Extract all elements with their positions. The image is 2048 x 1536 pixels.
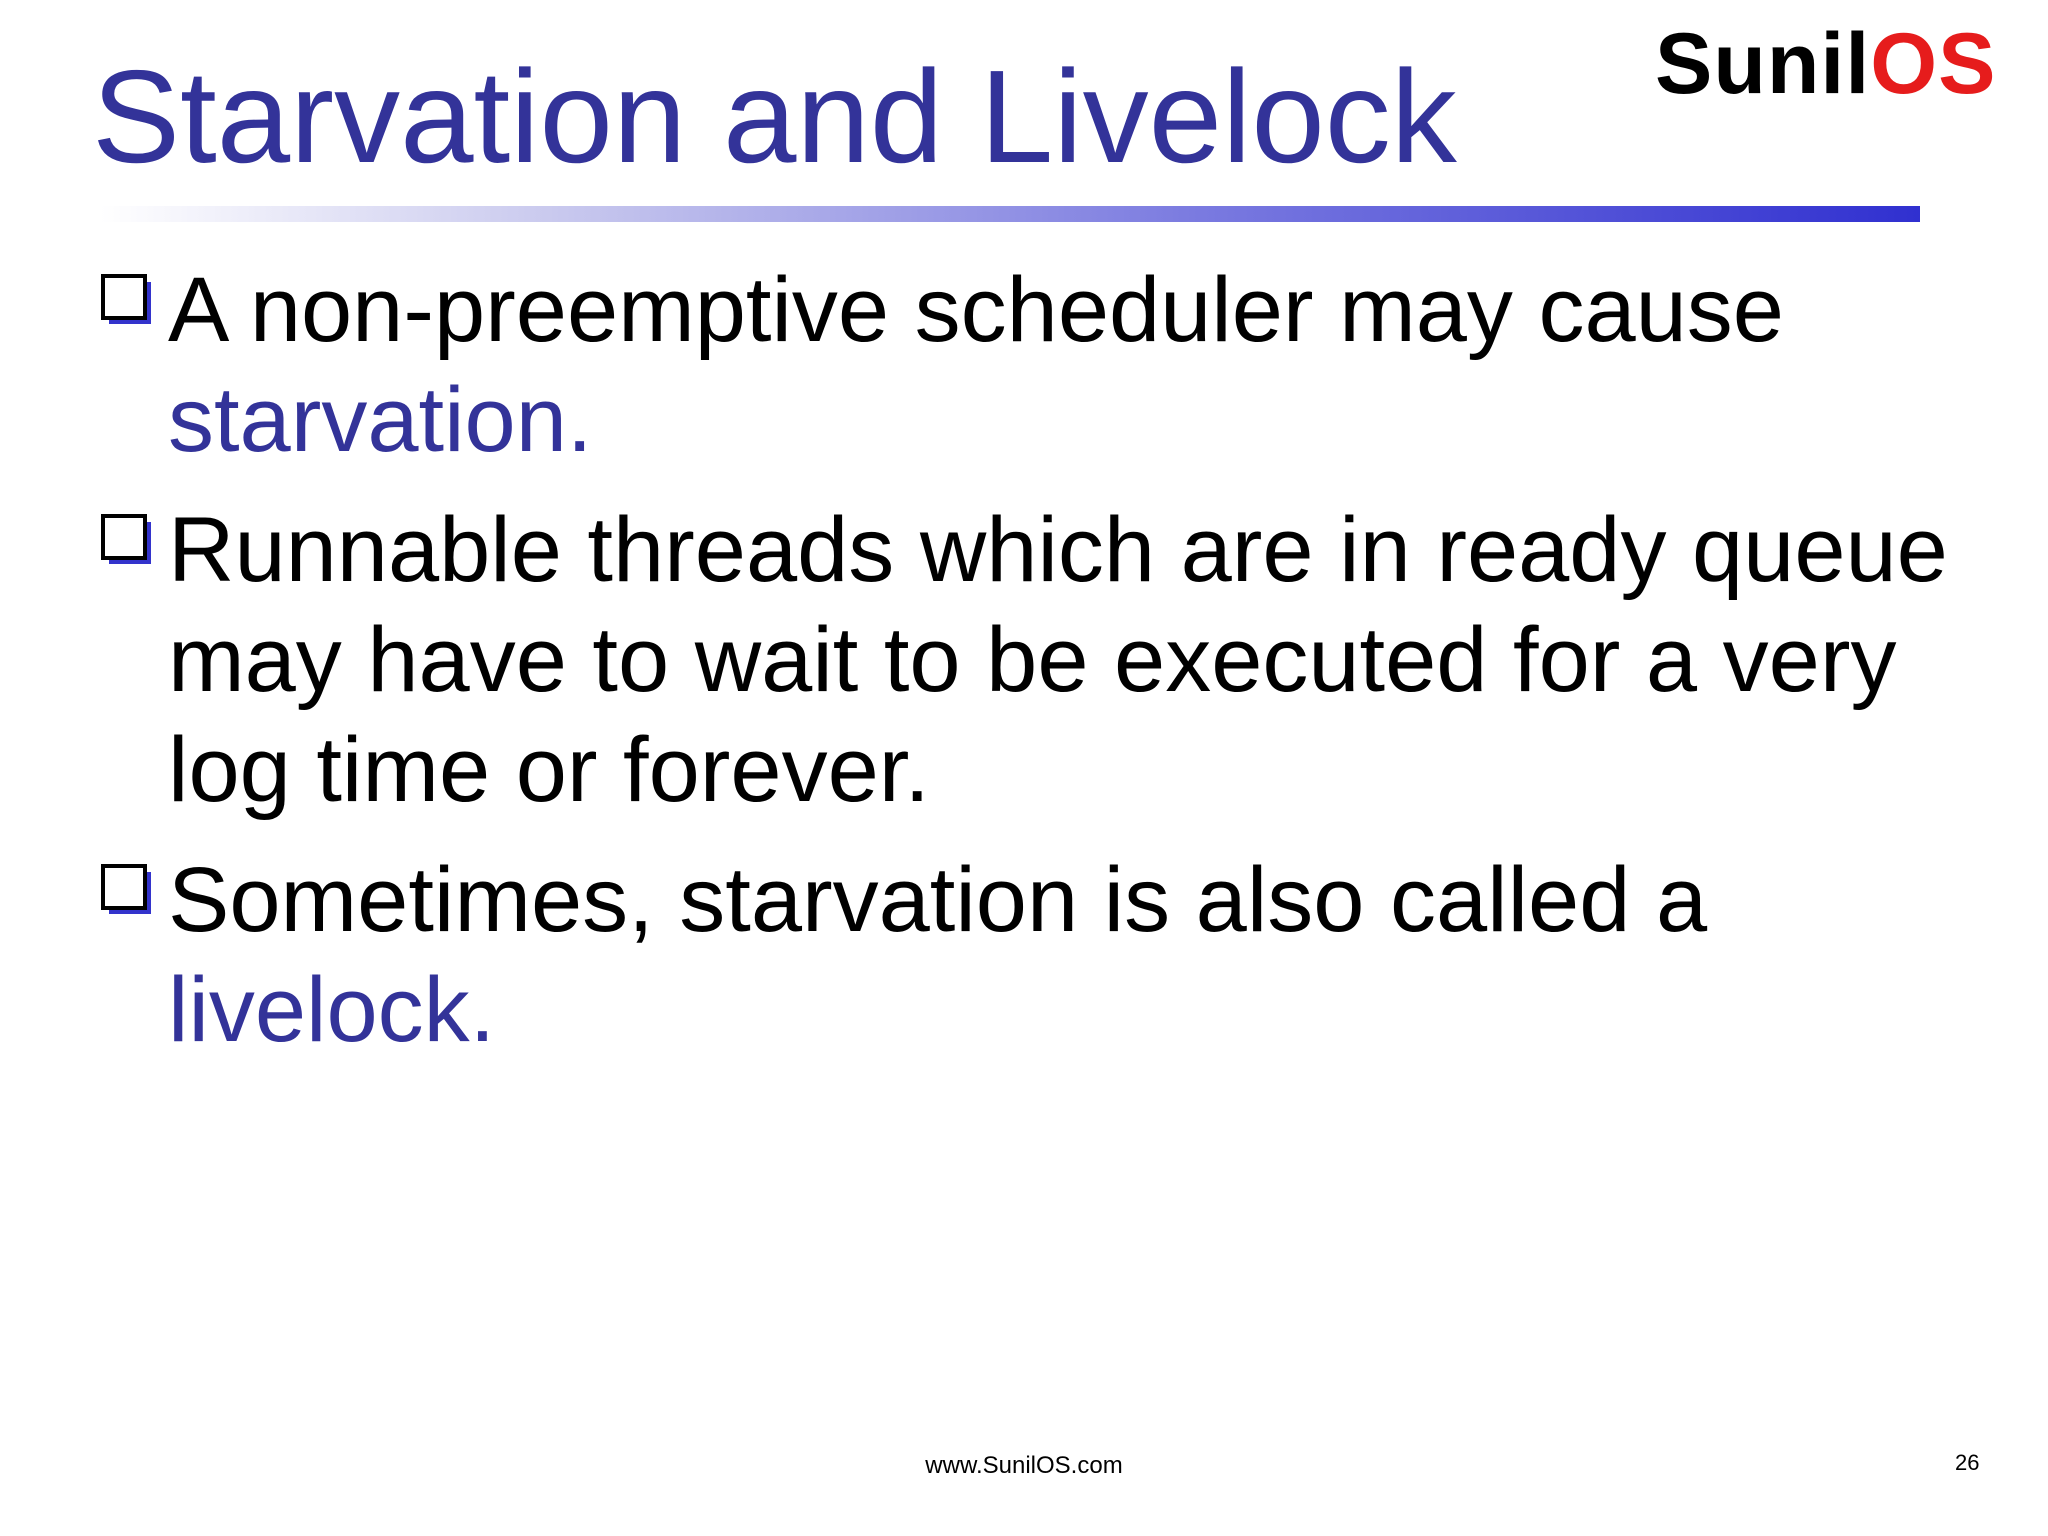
bullet-item — [96, 845, 1996, 1065]
bullet-highlight-term: starvation. — [168, 369, 593, 471]
bullet-highlight-term: livelock. — [168, 959, 496, 1061]
bullet-list — [96, 255, 1996, 1085]
page-number: 26 — [1955, 1450, 1980, 1475]
logo-text-os: OS — [1870, 16, 1997, 112]
bullet-text: A non-preemptive scheduler may cause — [168, 259, 1784, 361]
sunilos-logo — [1655, 14, 1996, 114]
slide-title: Starvation and Livelock — [92, 43, 1457, 190]
hollow-square-bullet-icon — [100, 513, 154, 567]
bullet-text: Sometimes, starvation is also called a — [168, 849, 1708, 951]
title-underline-rule — [100, 206, 1920, 222]
hollow-square-bullet-icon — [100, 273, 154, 327]
bullet-text: Runnable threads which are in ready queue may have to wait to be executed for a very log time or forever. — [168, 499, 1948, 821]
logo-text-sunil: Sunil — [1655, 16, 1871, 112]
footer-url: www.SunilOS.com — [925, 1452, 1123, 1479]
hollow-square-bullet-icon — [100, 863, 154, 917]
bullet-item — [96, 255, 1996, 475]
bullet-item — [96, 495, 1996, 825]
